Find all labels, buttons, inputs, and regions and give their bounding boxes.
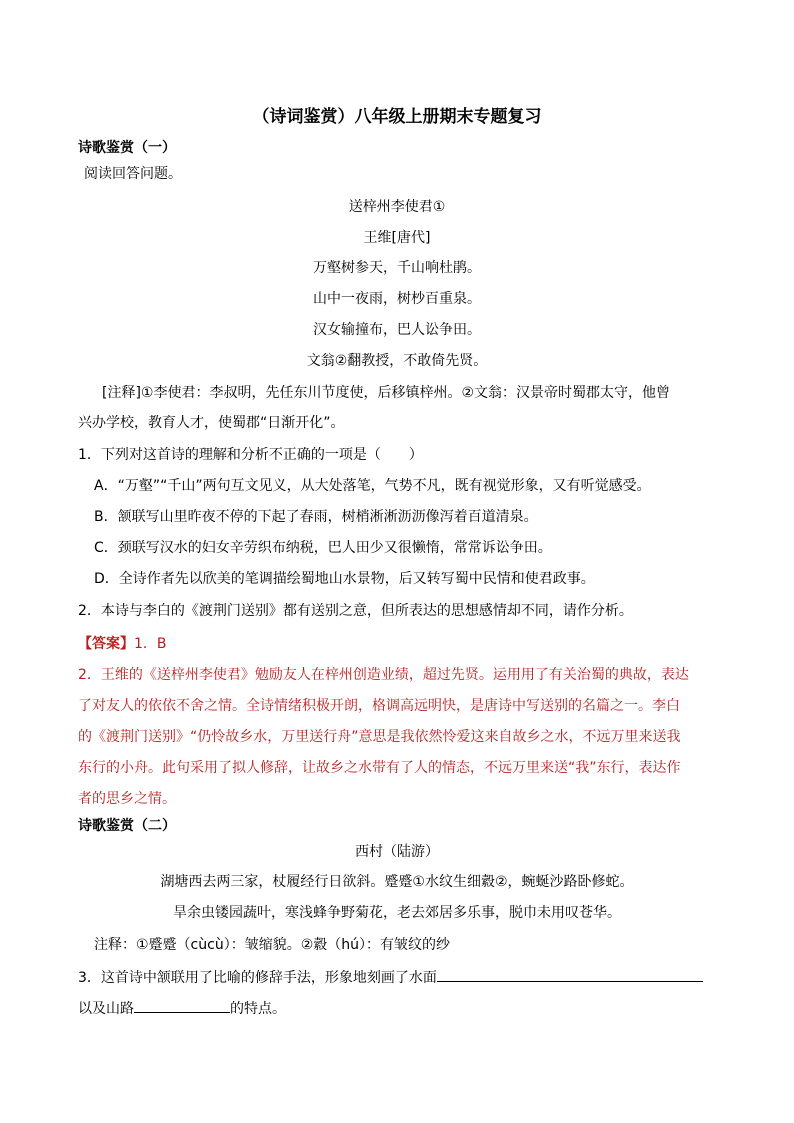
answer-first-line [78,634,167,654]
poem2-line: 旱余虫镂园蔬叶，寒浅蜂争野菊花，老去郊居多乐事，脱巾未用叹苍华。 [173,905,621,921]
answer-label: 【答案】 [78,636,134,652]
section-heading-2: 诗歌鉴赏（二） [78,818,176,834]
answer-line: 东行的小舟。此句采用了拟人修辞，让故乡之水带有了人的情态，不远万里来送“我”东行，表达作 [78,760,681,776]
question-2: 2．本诗与李白的《渡荆门送别》都有送别之意，但所表达的思想感情却不同，请作分析。 [78,603,633,619]
option-d: D．全诗作者先以欣美的笔调描绘蜀地山水景物，后又转写蜀中民情和使君政事。 [94,571,595,587]
answer-blank-water[interactable] [437,967,703,982]
question-3-prefix: 以及山路 [78,1001,134,1017]
option-b: B．颔联写山里昨夜不停的下起了春雨，树梢淅淅沥沥像泻着百道清泉。 [94,509,538,525]
page-title: （诗词鉴赏）八年级上册期末专题复习 [252,107,542,127]
answer-blank-road[interactable] [134,998,230,1013]
instruction: 阅读回答问题。 [84,166,182,182]
question-1: 1．下列对这首诗的理解和分析不正确的一项是（ ） [78,447,423,463]
question-3 [78,967,703,988]
poem-note-line: [注释]①李使君：李叔明，先任东川节度使，后移镇梓州。②文翁：汉景帝时蜀郡太守，他曾 [102,385,671,401]
poem-title: 送梓州李使君① [348,199,446,215]
poem-line: 汉女输撞布，巴人讼争田。 [313,322,481,338]
answer-line: 的《渡荆门送别》“仍怜故乡水，万里送行舟”意思是我依然怜爱这来自故乡之水，不远万里来送我 [78,729,681,745]
poem-line: 万壑树参天，千山响杜鹃。 [313,260,481,276]
option-c: C．颈联写汉水的妇女辛劳织布纳税，巴人田少又很懒惰，常常诉讼争田。 [94,540,552,556]
poem2-note: 注释：①蹙蹙（cùcù）：皱缩貌。②縠（hú）：有皱纹的纱 [94,937,450,953]
answer-line: 2．王维的《送梓州李使君》勉励友人在梓州创造业绩，超过先贤。运用用了有关治蜀的典故，表达 [78,667,689,683]
answer-line: 了对友人的依依不舍之情。全诗情绪积极开朗，格调高远明快，是唐诗中写送别的名篇之一。李白 [78,698,680,714]
question-3-line2 [78,998,286,1019]
poem2-line: 湖塘西去两三家，杖履经行日欲斜。蹙蹙①水纹生细縠②，蜿蜒沙路卧修蛇。 [160,874,634,890]
poem-line: 文翁②翻教授，不敢倚先贤。 [306,353,488,369]
question-3-suffix: 的特点。 [230,1001,286,1017]
question-3-text: 3．这首诗中颔联用了比喻的修辞手法，形象地刻画了水面 [78,970,437,986]
poem2-title: 西村（陆游） [355,844,439,860]
section-heading-1: 诗歌鉴赏（一） [78,140,176,156]
option-a: A．“万壑”“千山”两句互文见义，从大处落笔，气势不凡，既有视觉形象，又有听觉感受。 [94,478,651,494]
poem-author: 王维[唐代] [363,230,431,246]
poem-line: 山中一夜雨，树杪百重泉。 [313,291,481,307]
answer-1: 1．B [134,636,167,652]
poem-note-line: 兴办学校，教育人才，使蜀郡“日渐开化”。 [78,415,345,431]
answer-line: 者的思乡之情。 [78,791,176,807]
